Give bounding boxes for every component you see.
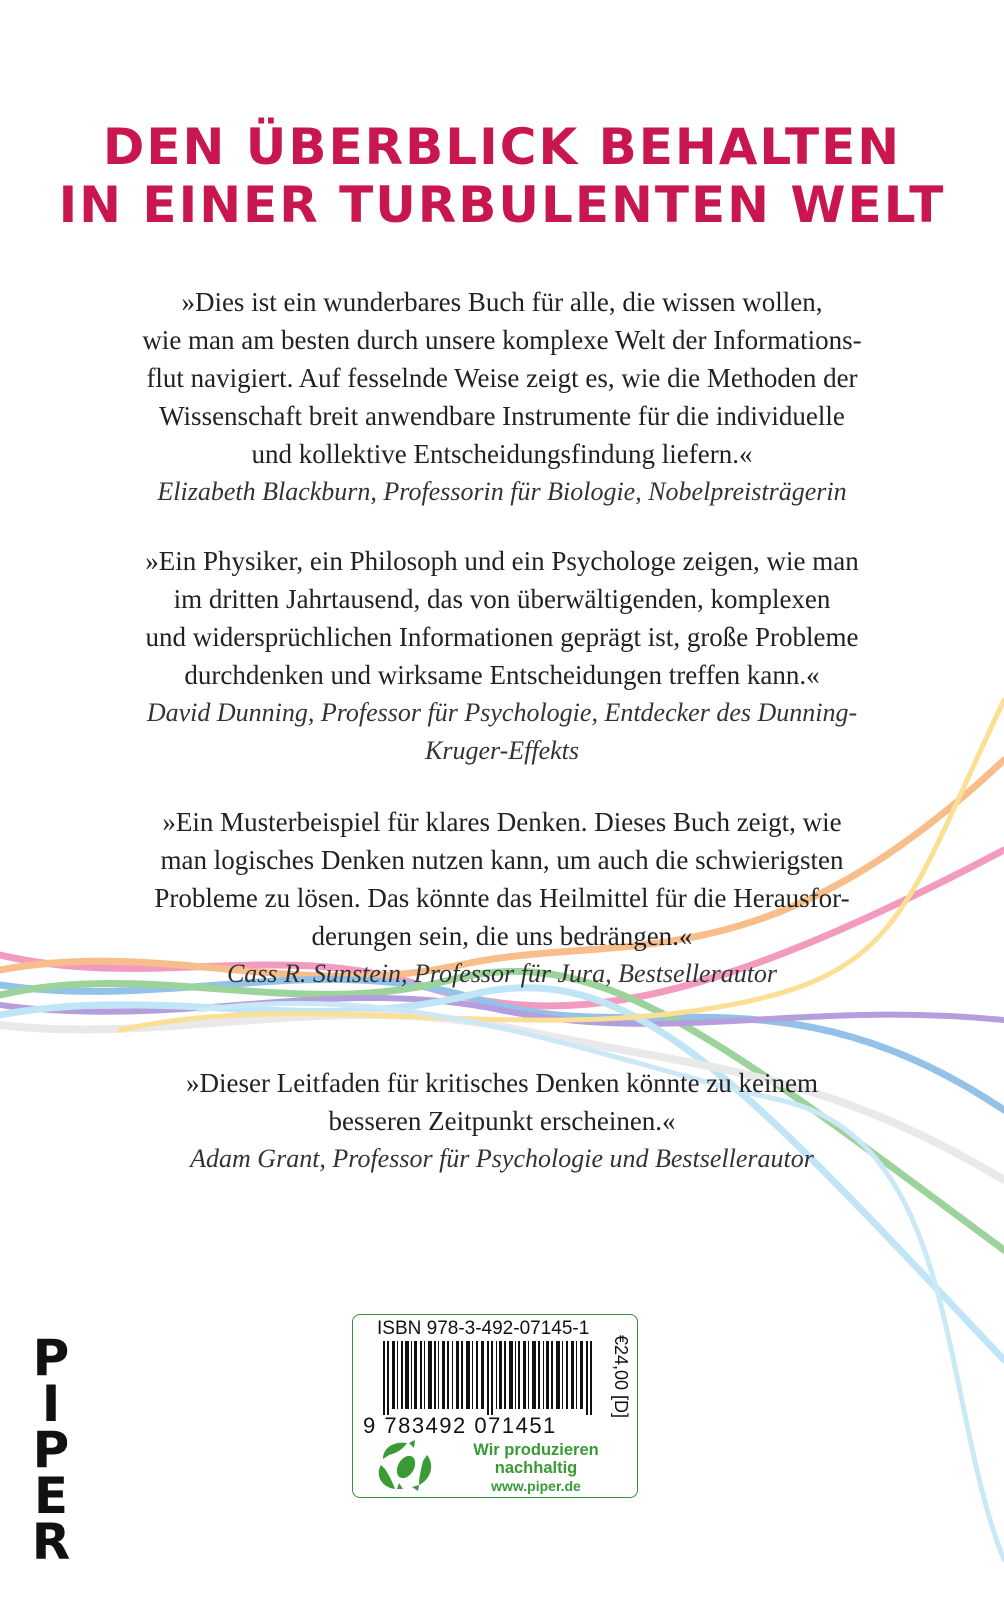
- quote-line: und widersprüchlichen Informationen geprägt ist, große Probleme: [145, 622, 859, 652]
- publisher-letter: I: [41, 1375, 61, 1433]
- quote-line: »Ein Physiker, ein Philosoph und ein Psychologe zeigen, wie man: [145, 546, 859, 576]
- eco-line-2: nachhaltig: [494, 1459, 578, 1477]
- price-label: €24,00 [D]: [611, 1335, 631, 1419]
- quote-line: derungen sein, die uns bedrängen.«: [311, 921, 693, 951]
- quote-line: Wissenschaft breit anwendbare Instrumente für die individuelle: [159, 401, 845, 431]
- barcode-bars: [383, 1341, 597, 1415]
- quote-attribution: Cass R. Sunstein, Professor für Jura, Bestsellerautor: [226, 959, 778, 988]
- quote-attribution: Adam Grant, Professor für Psychologie und Bestsellerautor: [190, 1144, 814, 1173]
- quote-line: im dritten Jahrtausend, das von überwältigenden, komplexen: [173, 584, 831, 614]
- quote-line: flut navigiert. Auf fesselnde Weise zeigt es, wie die Methoden der: [146, 363, 858, 393]
- quote-attribution: David Dunning, Professor für Psychologie, Entdecker des Dunning-: [146, 698, 858, 727]
- quote-dunning: [0, 542, 1004, 770]
- quote-line: »Dieser Leitfaden für kritisches Denken könnte zu keinem: [185, 1068, 819, 1098]
- quote-attribution: Kruger-Effekts: [424, 736, 579, 765]
- publisher-logo: [28, 1329, 74, 1571]
- quote-grant: [0, 1064, 1004, 1178]
- publisher-url: www.piper.de: [491, 1478, 581, 1494]
- eco-line-1: Wir produzieren: [473, 1441, 599, 1459]
- quote-line: durchdenken und wirksame Entscheidungen treffen kann.«: [184, 660, 820, 690]
- isbn-text: ISBN 978-3-492-07145-1: [377, 1318, 590, 1339]
- ean-number: 9 783492 071451: [363, 1413, 557, 1438]
- quote-line: Probleme zu lösen. Das könnte das Heilmittel für die Herausfor-: [154, 883, 850, 913]
- quote-line: man logisches Denken nutzen kann, um auch die schwierigsten: [160, 845, 844, 875]
- headline-line-1: DEN ÜBERBLICK BEHALTEN: [102, 118, 902, 176]
- quote-line: »Ein Musterbeispiel für klares Denken. Dieses Buch zeigt, wie: [162, 807, 842, 837]
- quote-attribution: Elizabeth Blackburn, Professorin für Biologie, Nobelpreisträgerin: [157, 477, 847, 506]
- recycle-leaf-icon: [373, 1439, 437, 1491]
- barcode-label: [352, 1314, 638, 1498]
- publisher-letter: R: [31, 1513, 71, 1571]
- quote-line: und kollektive Entscheidungsfindung liefern.«: [251, 439, 753, 469]
- eco-label: [447, 1441, 625, 1495]
- headline: [0, 118, 1004, 234]
- quote-line: besseren Zeitpunkt erscheinen.«: [328, 1106, 676, 1136]
- headline-line-2: IN EINER TURBULENTEN WELT: [58, 176, 946, 234]
- publisher-letter: P: [32, 1329, 70, 1387]
- publisher-letter: P: [32, 1421, 70, 1479]
- quote-sunstein: [0, 803, 1004, 993]
- quote-line: wie man am besten durch unsere komplexe Welt der Informations-: [142, 325, 862, 355]
- quote-line: »Dies ist ein wunderbares Buch für alle, die wissen wollen,: [181, 287, 823, 317]
- publisher-letter: E: [33, 1467, 69, 1525]
- quote-blackburn: [0, 283, 1004, 511]
